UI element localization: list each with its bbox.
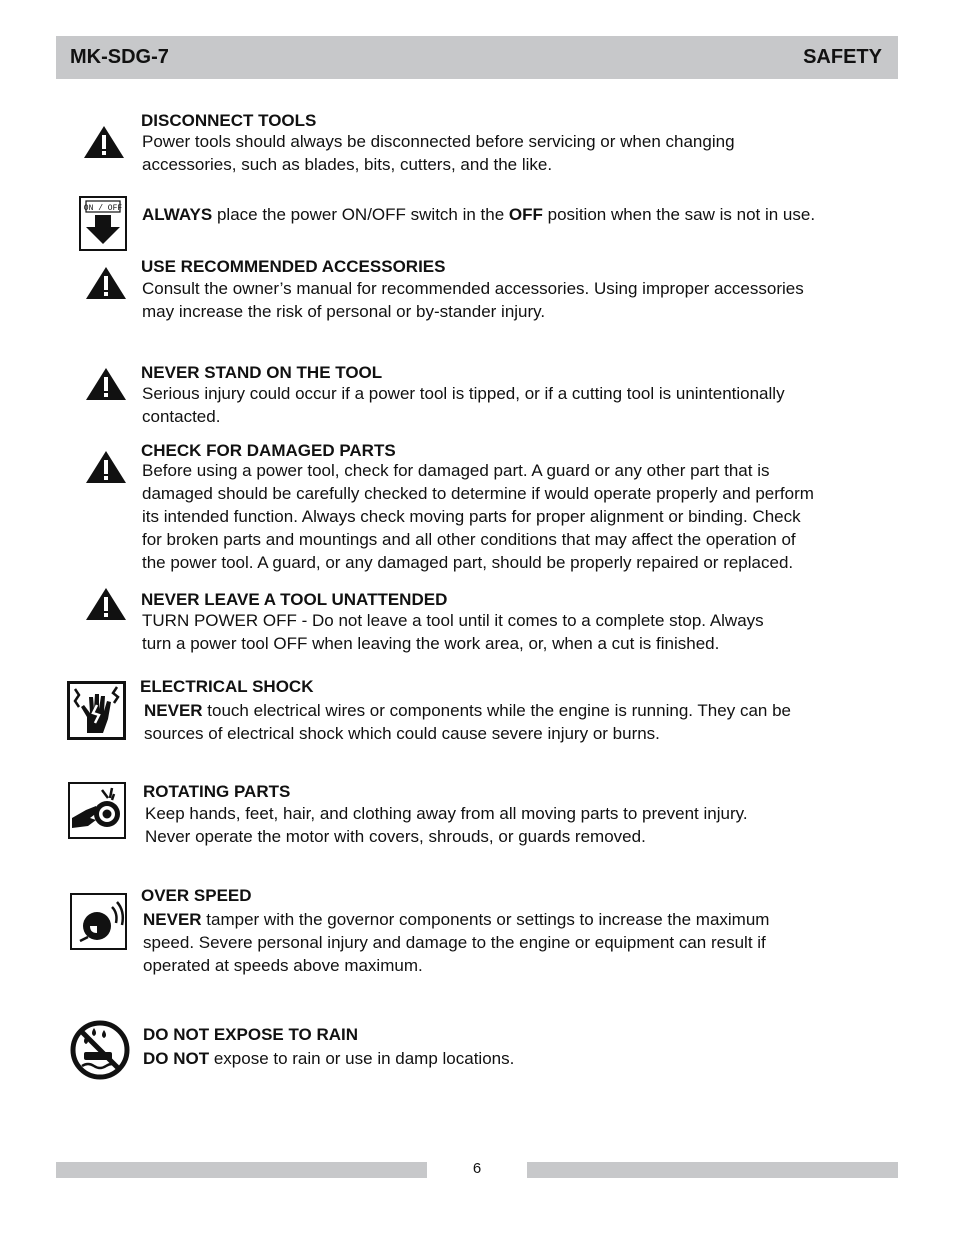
- over-speed-icon: [70, 893, 127, 950]
- item-title: ROTATING PARTS: [143, 782, 291, 801]
- item-body: Keep hands, feet, hair, and clothing away from all moving parts to prevent injury. Never operate the motor with covers, shrouds, or guards removed.: [145, 804, 748, 846]
- warning-icon: [85, 587, 127, 621]
- section-title: SAFETY: [803, 46, 882, 68]
- footer-bar-right: [527, 1162, 898, 1178]
- item-body: Serious injury could occur if a power tool is tipped, or if a cutting tool is unintentionally contacted.: [142, 384, 785, 426]
- page-header: [56, 36, 898, 79]
- warning-icon: [85, 450, 127, 484]
- warning-icon: [85, 367, 127, 401]
- item-body: Before using a power tool, check for damaged part. A guard or any other part that is damaged should be carefully checked to determine if would operate properly and perform its intended function. Always check moving parts for proper alignment or binding. Check for broken parts and mountings and all other conditions that may affect the operation of the power tool. A guard, or any damaged part, should be properly repaired or replaced.: [142, 461, 814, 572]
- item-title: NEVER LEAVE A TOOL UNATTENDED: [141, 590, 448, 609]
- footer-bar-left: [56, 1162, 427, 1178]
- model-name: MK-SDG-7: [70, 46, 169, 68]
- electrical-shock-icon: [67, 681, 126, 740]
- item-title: DISCONNECT TOOLS: [141, 111, 317, 130]
- item-body: ALWAYS place the power ON/OFF switch in the OFF position when the saw is not in use.: [142, 205, 816, 224]
- item-body: DO NOT expose to rain or use in damp locations.: [143, 1049, 515, 1068]
- item-body: Power tools should always be disconnected before servicing or when changing accessories, such as blades, bits, cutters, and the like.: [142, 132, 735, 174]
- warning-icon: [85, 266, 127, 300]
- item-body: TURN POWER OFF - Do not leave a tool until it comes to a complete stop. Always turn a power tool OFF when leaving the work area, or, when a cut is finished.: [142, 611, 764, 653]
- item-title: OVER SPEED: [141, 886, 252, 905]
- rotating-parts-icon: [68, 782, 126, 839]
- page-number: 6: [472, 1160, 482, 1177]
- item-title: ELECTRICAL SHOCK: [140, 677, 314, 696]
- item-body: Consult the owner’s manual for recommended accessories. Using improper accessories may increase the risk of personal or by-stander injury.: [142, 279, 804, 321]
- item-title: CHECK FOR DAMAGED PARTS: [141, 441, 396, 460]
- power-switch-icon: [79, 196, 127, 251]
- item-body: NEVER touch electrical wires or components while the engine is running. They can be sources of electrical shock which could cause severe injury or burns.: [144, 701, 791, 743]
- no-rain-icon: [70, 1020, 130, 1080]
- item-title: USE RECOMMENDED ACCESSORIES: [141, 257, 446, 276]
- warning-icon: [83, 125, 125, 159]
- svg-text:ON / OFF: ON / OFF: [83, 204, 123, 213]
- item-title: DO NOT EXPOSE TO RAIN: [143, 1025, 359, 1044]
- item-body: NEVER tamper with the governor components or settings to increase the maximum speed. Severe personal injury and damage to the engine or equipment can result if operated at speeds above maximum.: [143, 910, 770, 975]
- item-title: NEVER STAND ON THE TOOL: [141, 363, 383, 382]
